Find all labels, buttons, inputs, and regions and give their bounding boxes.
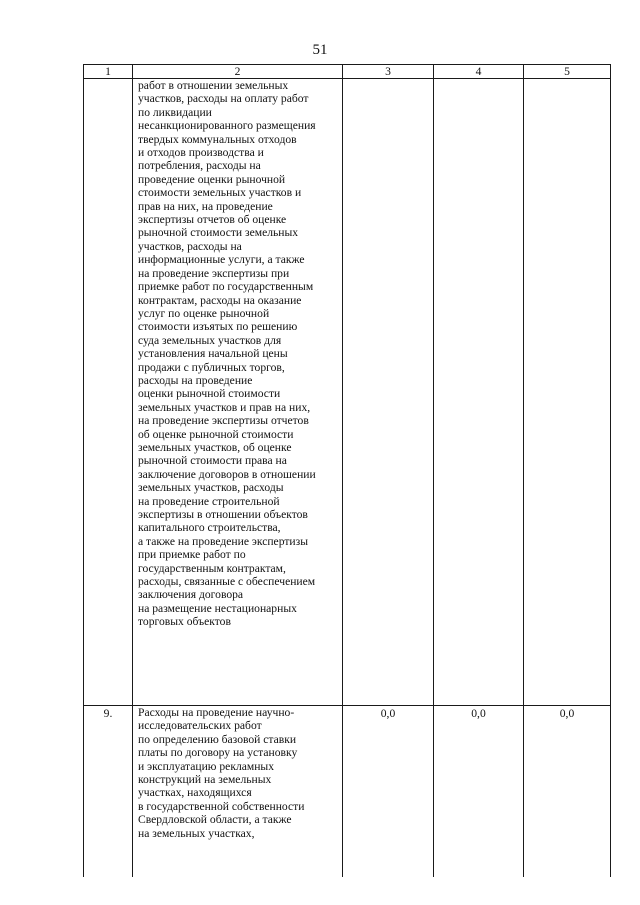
description-line: капитального строительства, — [138, 521, 281, 535]
description-line: расходы на проведение — [138, 373, 253, 387]
description-line: земельных участков, расходы — [138, 481, 284, 495]
description-line: Расходы на проведение научно- — [138, 706, 295, 719]
column-header: 1 — [84, 65, 133, 79]
row-number-cell — [84, 79, 133, 706]
description-line: прав на них, на проведение — [138, 199, 273, 213]
description-line: на земельных участках, — [138, 826, 255, 840]
description-line: экспертизы отчетов об оценке — [138, 213, 287, 227]
description-line: потребления, расходы на — [138, 159, 261, 173]
description-line: контрактам, расходы на оказание — [138, 293, 302, 307]
table-header-row — [84, 65, 611, 79]
description-line: и эксплуатацию рекламных — [138, 759, 275, 773]
description-line: установления начальной цены — [138, 347, 288, 361]
description-line: рыночной стоимости права на — [138, 454, 287, 468]
value-cell — [524, 79, 611, 706]
description-line: несанкционированного размещения — [138, 119, 316, 133]
description-line: земельных участков и прав на них, — [138, 400, 311, 414]
column-header: 4 — [434, 65, 524, 79]
description-line: твердых коммунальных отходов — [138, 132, 297, 146]
description-line: на проведение строительной — [138, 494, 280, 508]
description-line: суда земельных участков для — [138, 333, 282, 347]
description-line: государственным контрактам, — [138, 561, 286, 575]
description-line: участков, расходы на оплату работ — [138, 92, 309, 106]
page-number: 51 — [312, 42, 328, 58]
value-cell: 0,0 — [524, 706, 611, 878]
description-line: заключения договора — [138, 588, 244, 602]
column-header: 2 — [133, 65, 343, 79]
table-row — [84, 79, 611, 706]
description-line: работ в отношении земельных — [138, 79, 289, 92]
description-line: рыночной стоимости земельных — [138, 226, 299, 240]
description-line: приемке работ по государственным — [138, 280, 314, 294]
value-cell: 0,0 — [434, 706, 524, 878]
column-header: 5 — [524, 65, 611, 79]
description-line: на проведение экспертизы отчетов — [138, 414, 309, 428]
description-line: а также на проведение экспертизы — [138, 534, 308, 548]
description-line: и отходов производства и — [138, 146, 264, 160]
description-line: по ликвидации — [138, 105, 212, 119]
value-cell: 0,0 — [343, 706, 434, 878]
description-line: проведение оценки рыночной — [138, 172, 286, 186]
description-line: услуг по оценке рыночной — [138, 306, 270, 320]
description-line: на проведение экспертизы при — [138, 266, 290, 280]
value-cell — [343, 79, 434, 706]
budget-table — [83, 64, 611, 877]
description-line: информационные услуги, а также — [138, 253, 305, 267]
description-line: оценки рыночной стоимости — [138, 387, 281, 401]
column-header: 3 — [343, 65, 434, 79]
description-line: конструкций на земельных — [138, 773, 272, 787]
description-line: на размещение нестационарных — [138, 601, 297, 615]
description-line: Свердловской области, а также — [138, 813, 292, 827]
description-line: исследовательских работ — [138, 719, 262, 733]
description-line: при приемке работ по — [138, 548, 246, 562]
description-line: торговых объектов — [138, 615, 231, 629]
description-line: платы по договору на установку — [138, 746, 298, 760]
description-line: стоимости земельных участков и — [138, 186, 302, 200]
description-line: об оценке рыночной стоимости — [138, 427, 294, 441]
value-cell — [434, 79, 524, 706]
description-line: расходы, связанные с обеспечением — [138, 575, 316, 589]
row-description-cell — [133, 79, 343, 706]
description-line: земельных участков, об оценке — [138, 440, 292, 454]
description-line: участков, расходы на — [138, 239, 242, 253]
description-line: заключение договоров в отношении — [138, 467, 316, 481]
row-number-cell: 9. — [84, 706, 133, 878]
description-line: стоимости изъятых по решению — [138, 320, 298, 334]
table-row — [84, 706, 611, 878]
description-line: по определению базовой ставки — [138, 732, 297, 746]
row-description-cell — [133, 706, 343, 878]
description-line: продажи с публичных торгов, — [138, 360, 285, 374]
description-line: в государственной собственности — [138, 799, 305, 813]
description-line: участках, находящихся — [138, 786, 252, 800]
description-line: экспертизы в отношении объектов — [138, 508, 308, 521]
